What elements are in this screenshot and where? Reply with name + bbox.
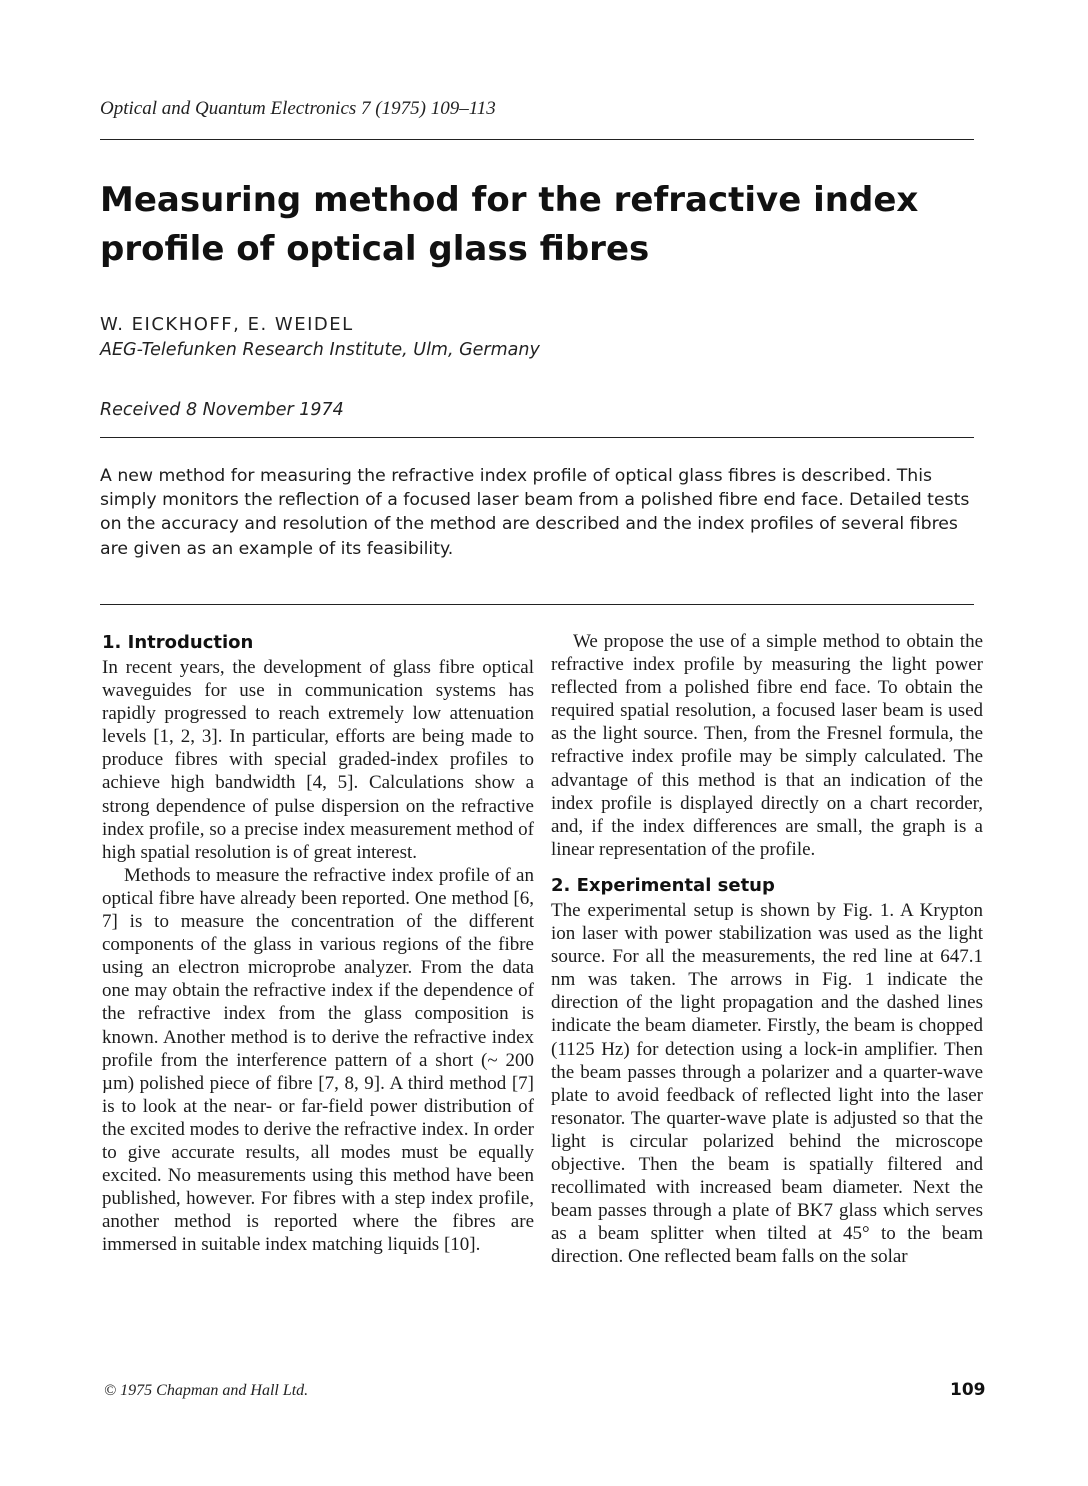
page-number: 109	[950, 1380, 986, 1400]
intro-paragraph-3: We propose the use of a simple method to obtain the refractive index profile by measuring the light power reflected from a polished fibre end face. To obtain the required spatial resolution, a focused laser beam is used as the light source. Then, from the Fresnel formula, the refractive index profile may be simply calculated. The advantage of this method is that an indication of the index profile is displayed directly on a chart recorder, and, if the index differences are small, the graph is a linear representation of the profile.	[551, 631, 983, 860]
left-column	[102, 630, 534, 1256]
setup-paragraph-1: The experimental setup is shown by Fig. 1. A Krypton ion laser with power stabilization was used as the light source. For all the measurements, the red line at 647.1 nm was taken. The arrows in Fig. 1 indicate the direction of the light propagation and the dashed lines indicate the beam diameter. Firstly, the beam is chopped (1125 Hz) for detection using a lock-in amplifier. Then the beam passes through a polarizer and a quarter-wave plate to avoid feedback of reflected light into the laser resonator. The quarter-wave plate is adjusted so that the light is circular polarized behind the microscope objective. Then the beam is spatially filtered and recollimated with increased beam diameter. Next the beam passes through a plate of BK7 glass which serves as a beam splitter when tilted at 45° to the beam direction. One reflected beam falls on the solar	[551, 899, 983, 1268]
received-date: Received 8 November 1974	[100, 400, 344, 420]
abstract-top-rule	[100, 437, 974, 438]
intro-paragraph-2: Methods to measure the refractive index profile of an optical fibre have already been reported. One method [6, 7] is to measure the concentration of the different components of the glass in various regions of the fibre using an electron microprobe analyzer. From the data one may obtain the refractive index if the dependence of the refractive index from the glass composition is known. Another method is to derive the refractive index profile from the interference pattern of a short (~ 200 µm) polished piece of fibre [7, 8, 9]. A third method [7] is to look at the near- or far-field power distribution of the excited modes to derive the refractive index. In order to give accurate results, all modes must be equally excited. No measurements using this method have been published, however. For fibres with a step index profile, another method is reported where the fibres are immersed in suitable index matching liquids [10].	[102, 864, 534, 1256]
abstract: A new method for measuring the refractive index profile of optical glass fibres is described. This simply monitors the reflection of a focused laser beam from a polished fibre end face. Detailed tests on the accuracy and resolution of the method are described and the index profiles of several fibres are given as an example of its feasibility.	[100, 466, 970, 559]
paper-title: Measuring method for the refractive index profile of optical glass fibres	[100, 180, 919, 269]
header-rule	[100, 139, 974, 140]
abstract-bottom-rule	[100, 604, 974, 605]
section-heading-experimental-setup: 2. Experimental setup	[551, 874, 775, 896]
copyright-notice: © 1975 Chapman and Hall Ltd.	[104, 1382, 309, 1399]
journal-citation: Optical and Quantum Electronics 7 (1975) 109–113	[100, 98, 496, 119]
section-heading-introduction: 1. Introduction	[102, 632, 254, 653]
right-column	[551, 630, 983, 1268]
affiliation: AEG-Telefunken Research Institute, Ulm, Germany	[100, 340, 540, 360]
authors: W. EICKHOFF, E. WEIDEL	[100, 314, 354, 335]
intro-paragraph-1: In recent years, the development of glass fibre optical waveguides for use in communication systems has rapidly progressed to reach extremely low attenuation levels [1, 2, 3]. In particular, efforts are being made to produce fibres with special graded-index profiles to achieve high bandwidth [4, 5]. Calculations show a strong dependence of pulse dispersion on the refractive index profile, so a precise index measurement method of high spatial resolution is of great interest.	[102, 657, 534, 863]
